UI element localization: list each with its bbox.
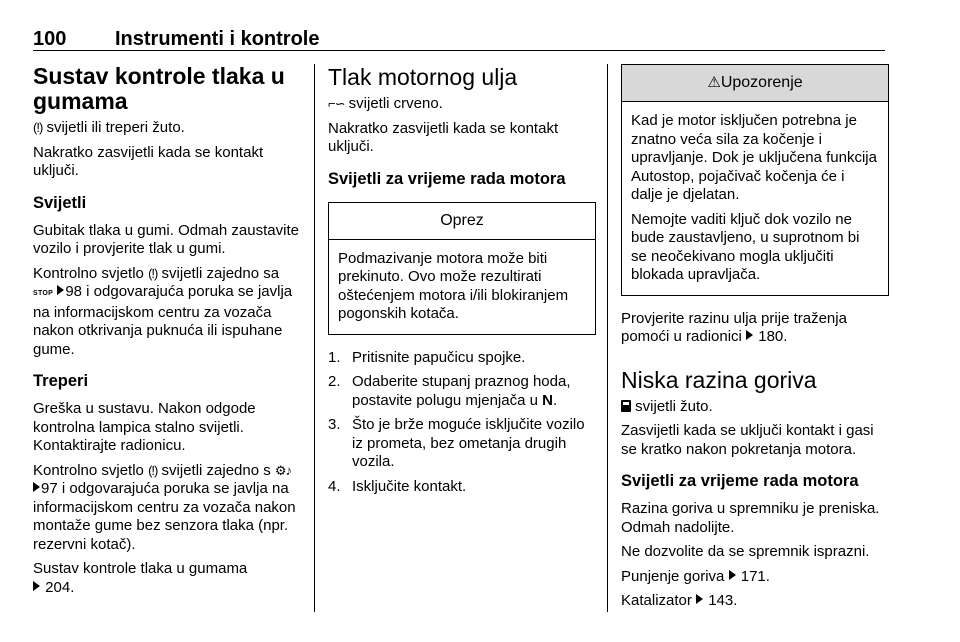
oil-can-icon: ⌐∽ (328, 96, 345, 111)
section-title: Tlak motornog ulja (328, 64, 518, 90)
reference-arrow-icon (33, 581, 40, 591)
page-reference[interactable]: 97 (41, 480, 58, 497)
paragraph: svijetli žuto. (621, 398, 889, 417)
subsection-title: Svijetli za vrijeme rada motora (328, 169, 566, 188)
paragraph: Sustav kontrole tlaka u gumama 204. (33, 560, 248, 596)
tyre-pressure-icon: (!) (148, 265, 158, 281)
steps-list (328, 349, 596, 497)
page-number: 100 (33, 28, 67, 50)
page-header (33, 28, 885, 51)
list-item: 3. Što je brže moguće isključite vozilo iz prometa, bez ometanja drugih vozila. (328, 416, 585, 470)
list-item: 4. Isključite kontakt. (328, 477, 467, 495)
reference-arrow-icon (746, 330, 753, 340)
warning-box (621, 64, 889, 296)
page-reference[interactable]: 98 (65, 283, 82, 300)
service-vehicle-icon: ⚙♪ (274, 462, 292, 478)
reference-arrow-icon (33, 482, 40, 492)
column-fuel (621, 64, 889, 617)
fuel-pump-icon (621, 400, 631, 412)
column-oil-pressure (328, 64, 596, 502)
list-item: 1. Pritisnite papučicu spojke. (328, 348, 526, 366)
paragraph: Provjerite razinu ulja prije traženja pomoći u radionici 180. (621, 309, 847, 345)
stop-icon: STOP (33, 290, 54, 297)
page-reference[interactable]: 204. (45, 578, 75, 596)
paragraph: Zasvijetli kada se uključi kontakt i gasi se kratko nakon pokretanja motora. (621, 422, 874, 458)
column-divider (314, 64, 315, 612)
caution-title: Oprez (329, 203, 595, 240)
subsection-title: Treperi (33, 372, 89, 390)
section-title: Sustav kontrole tlaka u gumama (33, 63, 285, 114)
paragraph: Gubitak tlaka u gumi. Odmah zaustavite vozilo i provjerite tlak u gumi. (33, 221, 299, 257)
subsection-title: Svijetli za vrijeme rada motora (621, 472, 859, 490)
paragraph: Nakratko zasvijetli kada se kontakt uključi. (33, 143, 264, 179)
caution-text: Podmazivanje motora može biti prekinuto. Ovo može rezultirati oštećenjem motora i/ili blokiranjem pogonskih kotača. (338, 249, 569, 322)
paragraph: Nakratko zasvijetli kada se kontakt uključi. (328, 119, 559, 155)
paragraph: ⌐∽ svijetli crveno. (328, 95, 443, 112)
page-reference[interactable]: 171. (740, 567, 770, 585)
warning-text: Nemojte vaditi ključ dok vozilo ne bude zaustavljeno, u suprotnom bi se neočekivano mogla uključiti blokada upravljača. (631, 210, 860, 283)
warning-title: ⚠Upozorenje (622, 65, 888, 102)
paragraph: Kontrolno svjetlo (!) svijetli zajedno s ⚙♪ 97 i odgovarajuća poruka se javlja na informacijskom centru za vozača nakon montaže gume bez senzora tlaka (npr. rezervni kotač). (33, 461, 296, 553)
tyre-pressure-icon: (!) (148, 462, 158, 478)
tyre-pressure-icon: (!) (33, 120, 43, 135)
column-tyre-pressure (33, 64, 303, 603)
column-divider (607, 64, 608, 612)
reference-arrow-icon (57, 285, 64, 295)
paragraph: Katalizator 143. (621, 592, 738, 609)
warning-triangle-icon: ⚠ (707, 74, 721, 91)
paragraph: Greška u sustavu. Nakon odgode kontrolna lampica stalno svijetli. Kontaktirajte radionicu. (33, 400, 256, 454)
paragraph: Punjenje goriva 171. (621, 567, 770, 585)
page-reference[interactable]: 143. (708, 592, 738, 609)
paragraph: Ne dozvolite da se spremnik isprazni. (621, 543, 870, 560)
list-item: 2. Odaberite stupanj praznog hoda, postavite polugu mjenjača u N. (328, 373, 571, 409)
reference-arrow-icon (729, 570, 736, 580)
section-title: Niska razina goriva (621, 366, 817, 393)
paragraph: (!) svijetli ili treperi žuto. (33, 119, 185, 136)
subsection-title: Svijetli (33, 193, 87, 212)
page-reference[interactable]: 180. (758, 328, 788, 345)
chapter-title: Instrumenti i kontrole (115, 28, 320, 50)
paragraph: Kontrolno svjetlo (!) svijetli zajedno sa STOP 98 i odgovarajuća poruka se javlja na informacijskom centru za vozača nakon otkrivanja puknuća ili ispuhane gume. (33, 264, 293, 358)
warning-text: Kad je motor isključen potrebna je znatno veća sila za kočenje i upravljanje. Dok je uključena funkcija Autostop, pojačivač kočenja će i dalje je djelatan. (631, 112, 877, 203)
reference-arrow-icon (696, 594, 703, 604)
paragraph: Razina goriva u spremniku je preniska. Odmah nadolijte. (621, 500, 880, 536)
caution-box (328, 202, 596, 335)
